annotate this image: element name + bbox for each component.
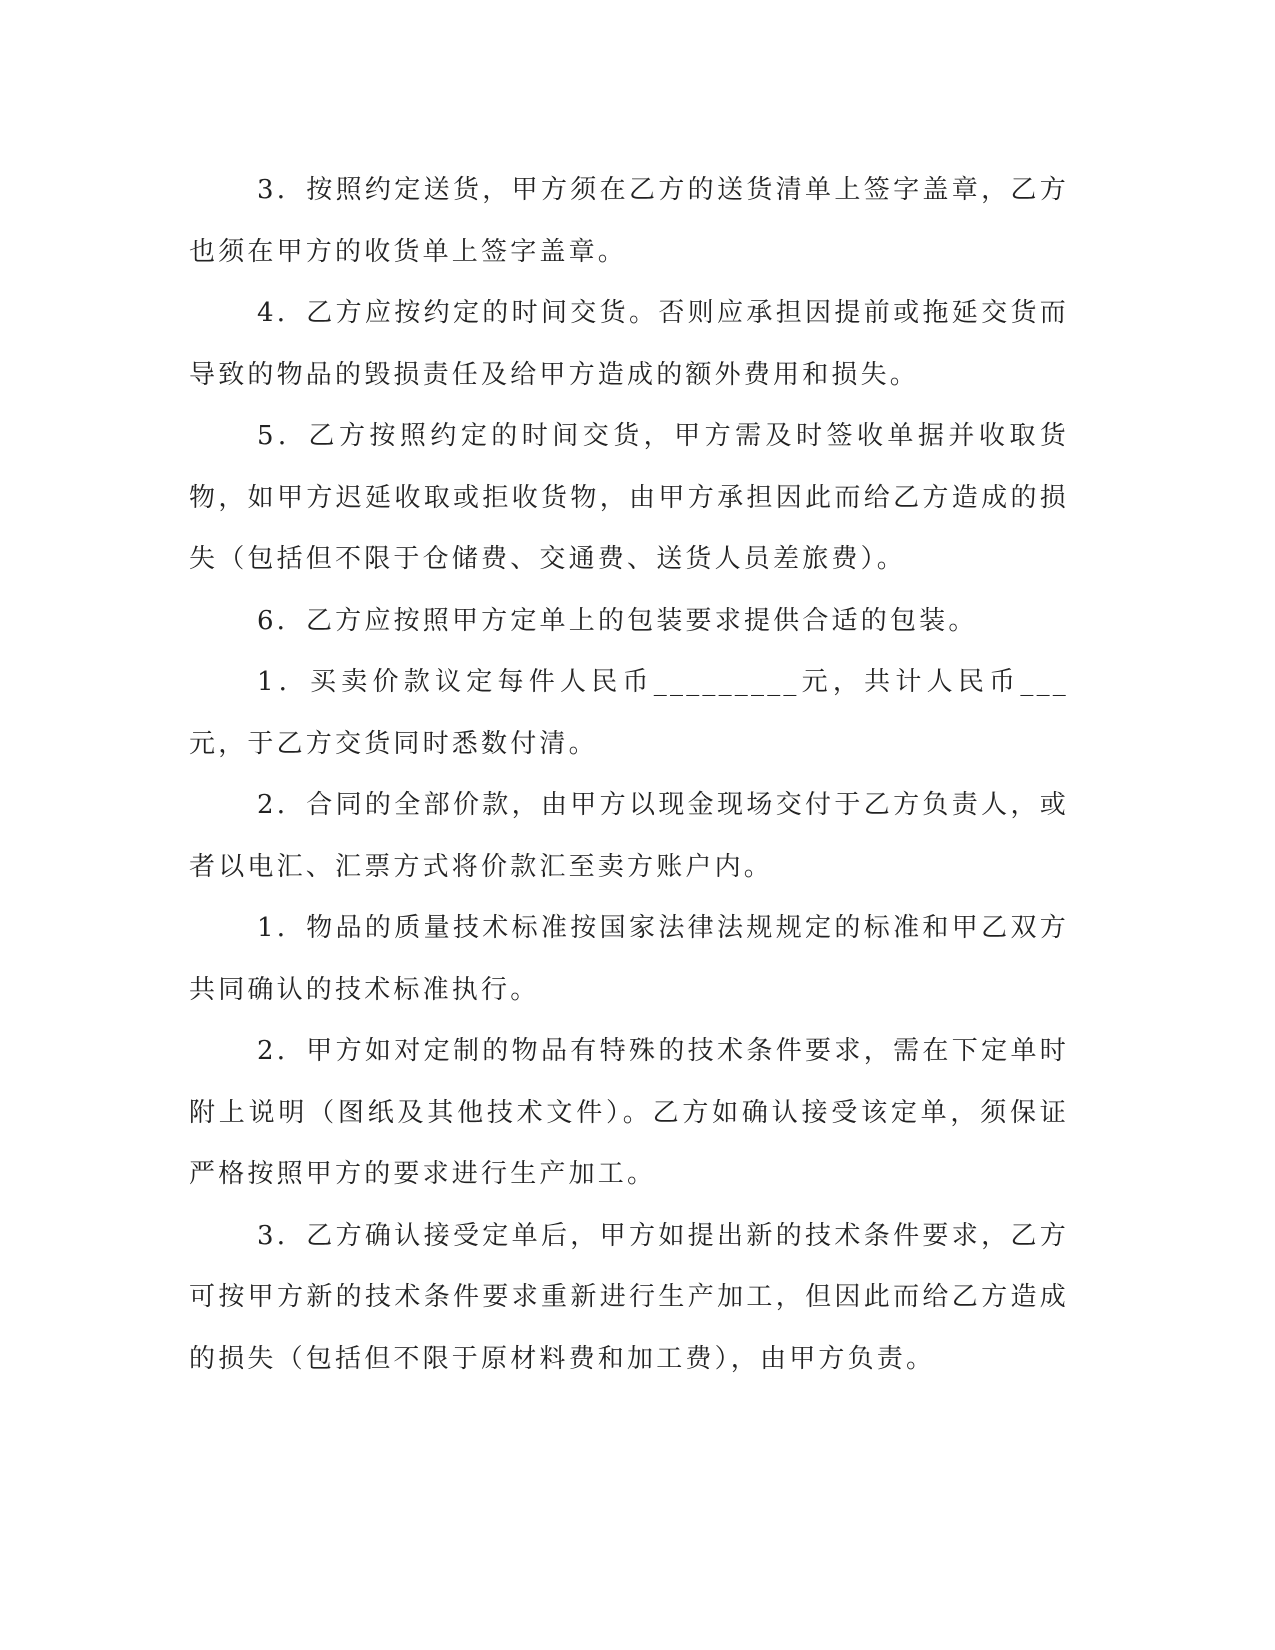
paragraph-price: 1．买卖价款议定每件人民币_________元，共计人民币___元，于乙方交货同时悉数付清。 xyxy=(189,667,1069,759)
paragraph-quality-standard: 1．物品的质量技术标准按国家法律法规规定的标准和甲乙双方共同确认的技术标准执行。 xyxy=(189,913,1069,1005)
document-body xyxy=(189,160,1069,1390)
paragraph-packaging: 6．乙方应按照甲方定单上的包装要求提供合适的包装。 xyxy=(257,605,978,636)
paragraph-receipt-obligation: 5．乙方按照约定的时间交货，甲方需及时签收单据并收取货物，如甲方迟延收取或拒收货物，由甲方承担因此而给乙方造成的损失（包括但不限于仓储费、交通费、送货人员差旅费）。 xyxy=(189,421,1069,574)
paragraph-delivery-signing: 3．按照约定送货，甲方须在乙方的送货清单上签字盖章，乙方也须在甲方的收货单上签字盖章。 xyxy=(189,175,1069,267)
paragraph-delivery-time: 4．乙方应按约定的时间交货。否则应承担因提前或拖延交货而导致的物品的毁损责任及给甲方造成的额外费用和损失。 xyxy=(189,298,1069,390)
paragraph-special-requirements: 2．甲方如对定制的物品有特殊的技术条件要求，需在下定单时附上说明（图纸及其他技术文件）。乙方如确认接受该定单，须保证严格按照甲方的要求进行生产加工。 xyxy=(189,1036,1069,1189)
paragraph-new-requirements: 3．乙方确认接受定单后，甲方如提出新的技术条件要求，乙方可按甲方新的技术条件要求重新进行生产加工，但因此而给乙方造成的损失（包括但不限于原材料费和加工费），由甲方负责。 xyxy=(189,1220,1069,1374)
paragraph-payment-method: 2．合同的全部价款，由甲方以现金现场交付于乙方负责人，或者以电汇、汇票方式将价款汇至卖方账户内。 xyxy=(189,790,1069,882)
